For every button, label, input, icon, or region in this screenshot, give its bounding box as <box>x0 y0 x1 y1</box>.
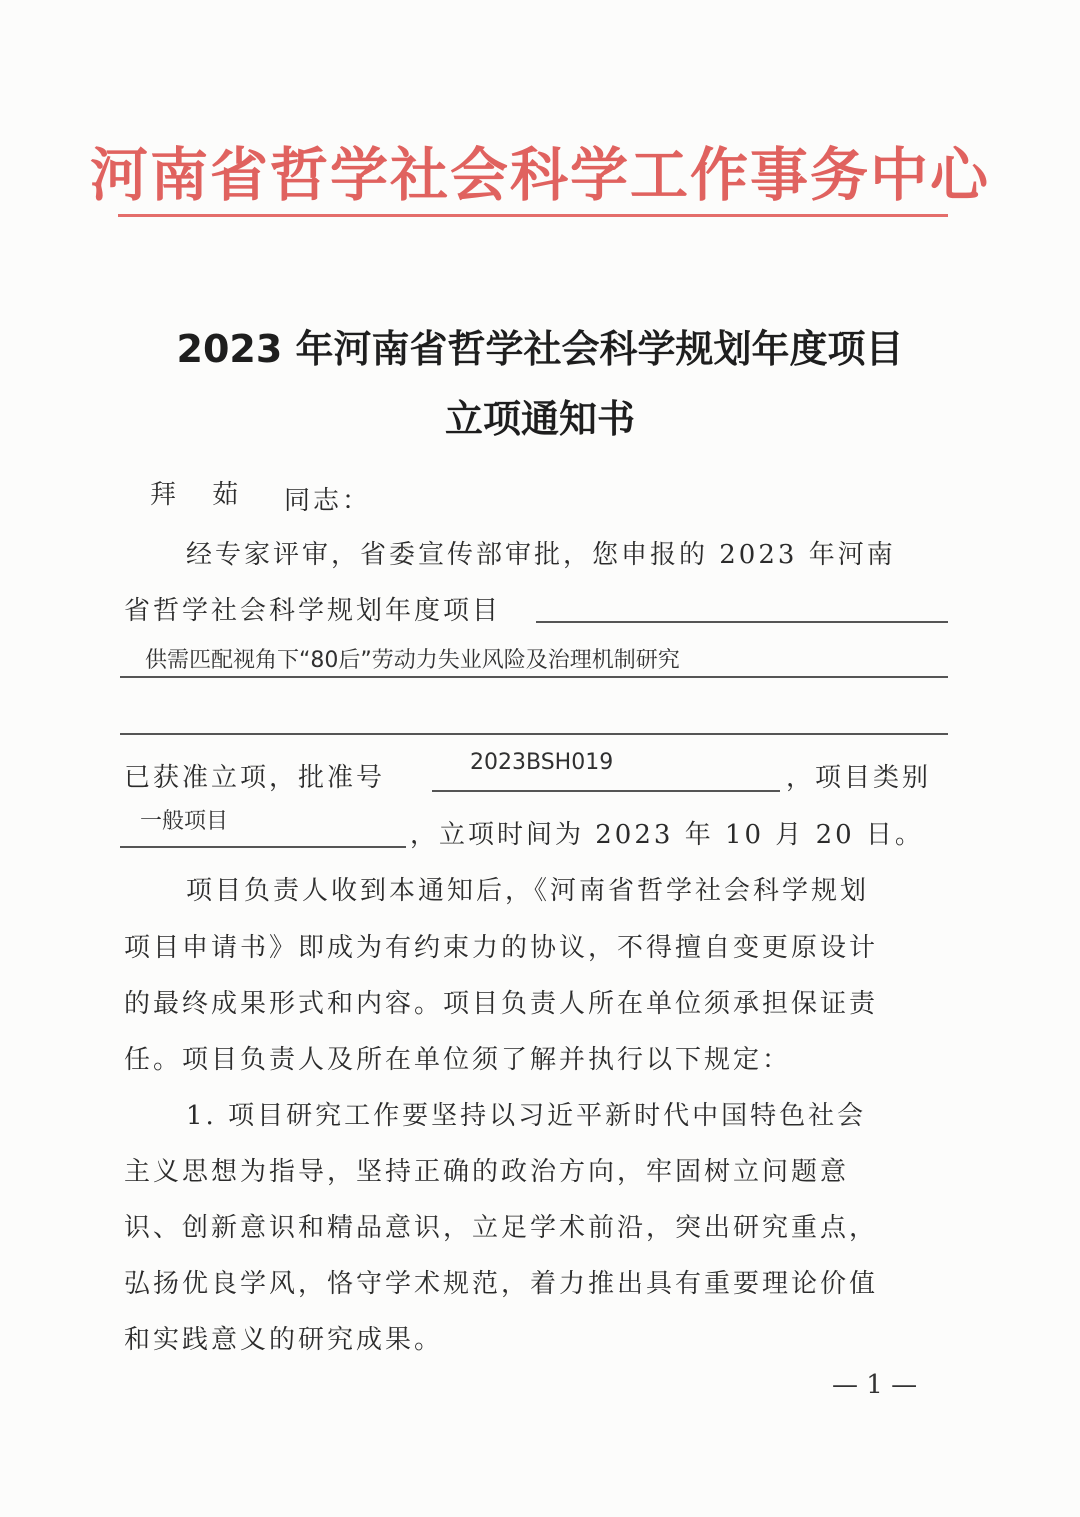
category-label: ，项目类别 <box>786 763 932 793</box>
rule1-line1: 1. 项目研究工作要坚持以习近平新时代中国特色社会 <box>186 1101 867 1131</box>
document-title-line2: 立项通知书 <box>444 397 635 441</box>
recipient-name: 拜 茹 <box>150 480 253 510</box>
para1-line2-prefix: 省哲学社会科学规划年度项目 <box>124 596 502 626</box>
rule1-line4: 弘扬优良学风，恪守学术规范，着力推出具有重要理论价值 <box>124 1269 879 1299</box>
rule1-line3: 识、创新意识和精品意识，立足学术前沿，突出研究重点， <box>124 1213 879 1243</box>
para2-line1: 项目负责人收到本通知后，《河南省哲学社会科学规划 <box>186 876 870 906</box>
document-title-line1: 2023 年河南省哲学社会科学规划年度项目 <box>176 327 904 371</box>
para1-line1: 经专家评审，省委宣传部审批，您申报的 2023 年河南 <box>186 540 896 570</box>
project-title-underline-1 <box>536 621 948 623</box>
page-number: — 1 — <box>832 1370 918 1400</box>
category-value: 一般项目 <box>140 809 229 834</box>
project-title: 供需匹配视角下“80后”劳动力失业风险及治理机制研究 <box>145 648 680 673</box>
project-title-underline-2 <box>120 676 948 678</box>
letterhead-title: 河南省哲学社会科学工作事务中心 <box>89 141 990 209</box>
para2-line4: 任。项目负责人及所在单位须了解并执行以下规定： <box>124 1045 792 1075</box>
approval-number-underline <box>432 790 780 792</box>
salutation-suffix: 同志： <box>284 486 372 516</box>
category-underline <box>120 846 406 848</box>
approval-number: 2023BSH019 <box>470 750 614 775</box>
rule1-line5: 和实践意义的研究成果。 <box>124 1325 444 1355</box>
letterhead-red-rule <box>118 214 948 217</box>
approval-date: ，立项时间为 2023 年 10 月 20 日。 <box>410 820 924 850</box>
approved-prefix: 已获准立项，批准号 <box>124 763 386 793</box>
rule1-line2: 主义思想为指导，坚持正确的政治方向，牢固树立问题意 <box>124 1157 850 1187</box>
project-title-underline-3 <box>120 733 948 735</box>
para2-line2: 项目申请书》即成为有约束力的协议，不得擅自变更原设计 <box>124 933 879 963</box>
para2-line3: 的最终成果形式和内容。项目负责人所在单位须承担保证责 <box>124 989 879 1019</box>
